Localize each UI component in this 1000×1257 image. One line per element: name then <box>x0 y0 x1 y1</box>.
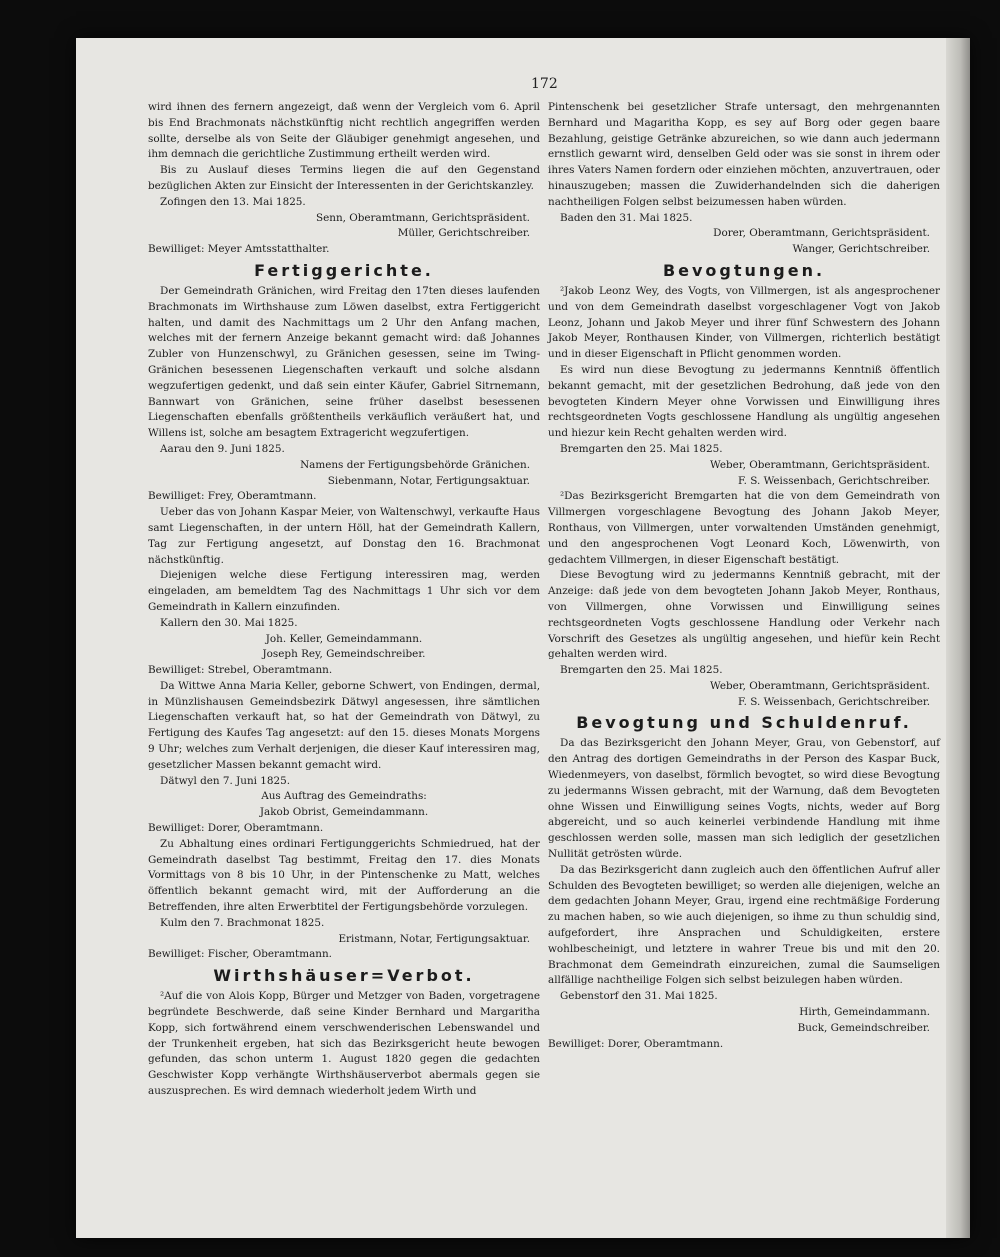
paragraph: ²Auf die von Alois Kopp, Bürger und Metzger von Baden, vorgetragene begründete Beschwerde, daß seine Kinder Bernhard und Margaritha Kopp, sich fortwährend einem verschwenderischen Lebenswandel und der Trunkenheit ergeben, hat sich das Bezirksgericht heute bewogen gefunden, das schon unterm 1. August 1820 gegen die gedachten Geschwister Kopp verhängte Wirthshäuserverbot abermals gegen sie auszusprechen. Es wird demnach wiederholt jedem Wirth und <box>148 990 540 1098</box>
section-heading: Fertiggerichte. <box>254 260 434 280</box>
paragraph: Da das Bezirksgericht den Johann Meyer, Grau, von Gebenstorf, auf den Antrag des dortigen Gemeindraths in der Person des Kaspar Buck, Wiedenmeyers, von daselbst, förmlich bevogtet, so wird diese Bevogtung zu jedermanns Wissen gebracht, mit der Warnung, daß dem Bevogteten ohne Wissen und Einwilligung seines Vogts, nichts, weder auf Borg abgereicht, und so auch keinerlei verbindende Handlung mit ihme geschlossen werden solle, massen man sich lediglich der gesetzlichen Nullität getrösten würde. <box>548 737 940 861</box>
paragraph: ²Das Bezirksgericht Bremgarten hat die von dem Gemeindrath von Villmergen vorgeschlagene Bevogtung des Johann Jakob Meyer, Ronthaus, von Villmergen, unter vorwaltenden Umständen genehmigt, und den angesprochenen Vogt Leonard Koch, Löwenwirth, von gedachtem Villmergen, in dieser Eigenschaft bestätigt. <box>548 490 940 566</box>
section-heading: Wirthshäuser=Verbot. <box>213 966 475 986</box>
section-heading: Bevogtungen. <box>662 260 826 280</box>
paragraph: Da Wittwe Anna Maria Keller, geborne Schwert, von Endingen, dermal, in Münzlishausen Gemeindsbezirk Dätwyl angesessen, ihre sämtlichen Liegenschaften verkauft hat, so hat der Gemeindrath von Dätwyl, zu Fertigung des Kaufes Tag angesetzt: auf den 15. dieses Monats Morgens 9 Uhr; welches zum Verhalt derjenigen, die dieser Kauf interessiren mag, gesetzlicher Massen bekannt gemacht wird. <box>148 679 540 771</box>
approval-line: Bewilliget: Fischer, Oberamtmann. <box>148 948 332 961</box>
signature: Buck, Gemeindschreiber. <box>797 1021 930 1034</box>
place-date: Bremgarten den 25. Mai 1825. <box>560 442 723 455</box>
paragraph: Diejenigen welche diese Fertigung interessiren mag, werden eingeladen, am bemeldtem Tag des Nachmittags 1 Uhr sich vor dem Gemeindrath in Kallern einzufinden. <box>148 569 540 613</box>
left-column <box>148 100 540 1100</box>
signature: F. S. Weissenbach, Gerichtschreiber. <box>738 474 930 487</box>
approval-line: Bewilliget: Frey, Oberamtmann. <box>148 490 317 503</box>
signature: F. S. Weissenbach, Gerichtschreiber. <box>738 695 930 708</box>
page-number: 172 <box>531 76 558 92</box>
paragraph: Zu Abhaltung eines ordinari Fertigunggerichts Schmiedrued, hat der Gemeindrath daselbst Tag bestimmt, Freitag den 17. dies Monats Vormittags von 8 bis 10 Uhr, in der Pintenschenke zu Matt, welches öffentlich bekannt gemacht wird, mit der Aufforderung an die Betreffenden, ihre alten Erwerbtitel der Fertigungsbehörde vorzulegen. <box>148 837 540 914</box>
approval-line: Bewilliget: Dorer, Oberamtmann. <box>148 822 324 835</box>
signature: Weber, Oberamtmann, Gerichtspräsident. <box>710 679 930 692</box>
paragraph: wird ihnen des fernern angezeigt, daß wenn der Vergleich vom 6. April bis End Brachmonats nächstkünftig nicht rechtlich angegriffen werden sollte, derselbe als von Seite der Gläubiger genehmigt angesehen, und ihm demnach die gerichtliche Zustimmung ertheilt werden wird. <box>148 101 540 161</box>
signature: Aus Auftrag des Gemeindraths: <box>261 790 427 803</box>
paragraph: ²Jakob Leonz Wey, des Vogts, von Villmergen, ist als angesprochener und von dem Gemeindrath daselbst vorgeschlagener Vogt von Jakob Leonz, Johann und Jakob Meyer und ihrer fünf Schwestern des Johann Jakob Meyer, Ronthausen Kinder, von Villmergen, richterlich bestätigt und in dieser Eigenschaft in Pflicht genommen worden. <box>548 284 940 361</box>
approval-line: Bewilliget: Meyer Amtsstatthalter. <box>148 243 330 256</box>
place-date: Baden den 31. Mai 1825. <box>560 211 693 224</box>
approval-line: Bewilliget: Strebel, Oberamtmann. <box>148 664 333 677</box>
place-date: Dätwyl den 7. Juni 1825. <box>160 774 291 787</box>
paragraph: Da das Bezirksgericht dann zugleich auch den öffentlichen Aufruf aller Schulden des Bevogteten bewilliget; so werden alle diejenigen, welche an dem gedachten Johann Meyer, Grau, irgend eine rechtmäßige Forderung zu machen haben, so wie auch diejenigen, so ihme zu thun schuldig sind, aufgefordert, ihre Ansprachen und Schuldigkeiten, erstere wohlbescheinigt, und letztere in wahrer Treue bis und mit den 20. Brachmonat dem Gemeindrath einzureichen, zumal die Saumseligen allfällige nachtheilige Folgen sich selbst beizulegen haben würden. <box>548 863 940 987</box>
signature: Jakob Obrist, Gemeindammann. <box>259 806 429 819</box>
paragraph: Diese Bevogtung wird zu jedermanns Kenntniß gebracht, mit der Anzeige: daß jede von dem bevogteten Johann Jakob Meyer, Ronthaus, von Villmergen, ohne Vorwissen und Einwilligung seines rechtsgeordneten Vogts geschlossene Handlung oder Verkehr nach Vorschrift des Gesetzes als ungültig angesehen, und hiefür kein Recht gehalten werden wird. <box>548 569 940 661</box>
paragraph: Pintenschenk bei gesetzlicher Strafe untersagt, den mehrgenannten Bernhard und Magaritha Kopp, es sey auf Borg oder gegen baare Bezahlung, geistige Getränke abzureichen, so wie dann auch jedermann ernstlich gewarnt wird, denselben Geld oder was sie sonst in ihrem oder ihres Vaters Namen fordern oder einziehen möchten, anzuvertrauen, oder hinauszugeben; massen die Zuwiderhandelnden sich die daherigen nachtheiligen Folgen selbst beizumessen haben würden. <box>548 101 940 208</box>
signature: Hirth, Gemeindammann. <box>799 1006 930 1019</box>
place-date: Gebenstorf den 31. Mai 1825. <box>560 990 718 1003</box>
place-date: Zofingen den 13. Mai 1825. <box>160 195 306 208</box>
place-date: Aarau den 9. Juni 1825. <box>160 442 285 455</box>
signature: Müller, Gerichtschreiber. <box>397 227 530 240</box>
signature: Wanger, Gerichtschreiber. <box>792 243 930 256</box>
signature: Joh. Keller, Gemeindammann. <box>265 632 423 645</box>
section-heading: Bevogtung und Schuldenruf. <box>576 713 912 733</box>
signature: Senn, Oberamtmann, Gerichtspräsident. <box>315 211 530 224</box>
paragraph: Der Gemeindrath Gränichen, wird Freitag den 17ten dieses laufenden Brachmonats im Wirthshause zum Löwen daselbst, extra Fertiggericht halten, und damit des Nachmittags um 2 Uhr den Anfang machen, welches mit der fernern Anzeige bekannt gemacht wird: daß Johannes Zubler von Hunzenschwyl, zu Gränichen gesessen, seine im Twing-Gränichen besessenen Liegenschaften verkauft und solche alsdann wegzufertigen gedenkt, und daß sein einter Käufer, Gabriel Sitrnemann, Bannwart von Gränichen, seine früher daselbst besessenen Liegenschaften ebenfalls größtentheils verkäuflich veräußert hat, und Willens ist, solche am besagtem Extragericht wegzufertigen. <box>148 284 540 440</box>
paragraph: Ueber das von Johann Kaspar Meier, von Waltenschwyl, verkaufte Haus samt Liegenschaften, in der untern Höll, hat der Gemeindrath Kallern, Tag zur Fertigung angesetzt, auf Donstag den 16. Brachmonat nächstkünftig. <box>148 506 540 566</box>
signature: Joseph Rey, Gemeindschreiber. <box>262 648 426 661</box>
newspaper-page <box>76 38 970 1238</box>
page-gutter-shadow <box>946 38 970 1238</box>
signature: Weber, Oberamtmann, Gerichtspräsident. <box>710 458 930 471</box>
paragraph: Bis zu Auslauf dieses Termins liegen die auf den Gegenstand bezüglichen Akten zur Einsicht der Interessenten in der Gerichtskanzley. <box>148 164 540 192</box>
signature: Siebenmann, Notar, Fertigungsaktuar. <box>327 474 530 487</box>
place-date: Bremgarten den 25. Mai 1825. <box>560 664 723 677</box>
paragraph: Es wird nun diese Bevogtung zu jedermanns Kenntniß öffentlich bekannt gemacht, mit der gesetzlichen Bedrohung, daß jede von den bevogteten Kindern Meyer ohne Vorwissen und Einwilligung ihres rechtsgeordneten Vogts geschlossene Handlung als ungültig angesehen und hiezur kein Recht gehalten werden wird. <box>548 363 940 440</box>
signature: Namens der Fertigungsbehörde Gränichen. <box>300 458 530 471</box>
right-column <box>548 100 940 1052</box>
place-date: Kulm den 7. Brachmonat 1825. <box>160 916 325 929</box>
place-date: Kallern den 30. Mai 1825. <box>160 616 298 629</box>
approval-line: Bewilliget: Dorer, Oberamtmann. <box>548 1037 724 1050</box>
signature: Dorer, Oberamtmann, Gerichtspräsident. <box>713 227 930 240</box>
signature: Eristmann, Notar, Fertigungsaktuar. <box>338 932 530 945</box>
